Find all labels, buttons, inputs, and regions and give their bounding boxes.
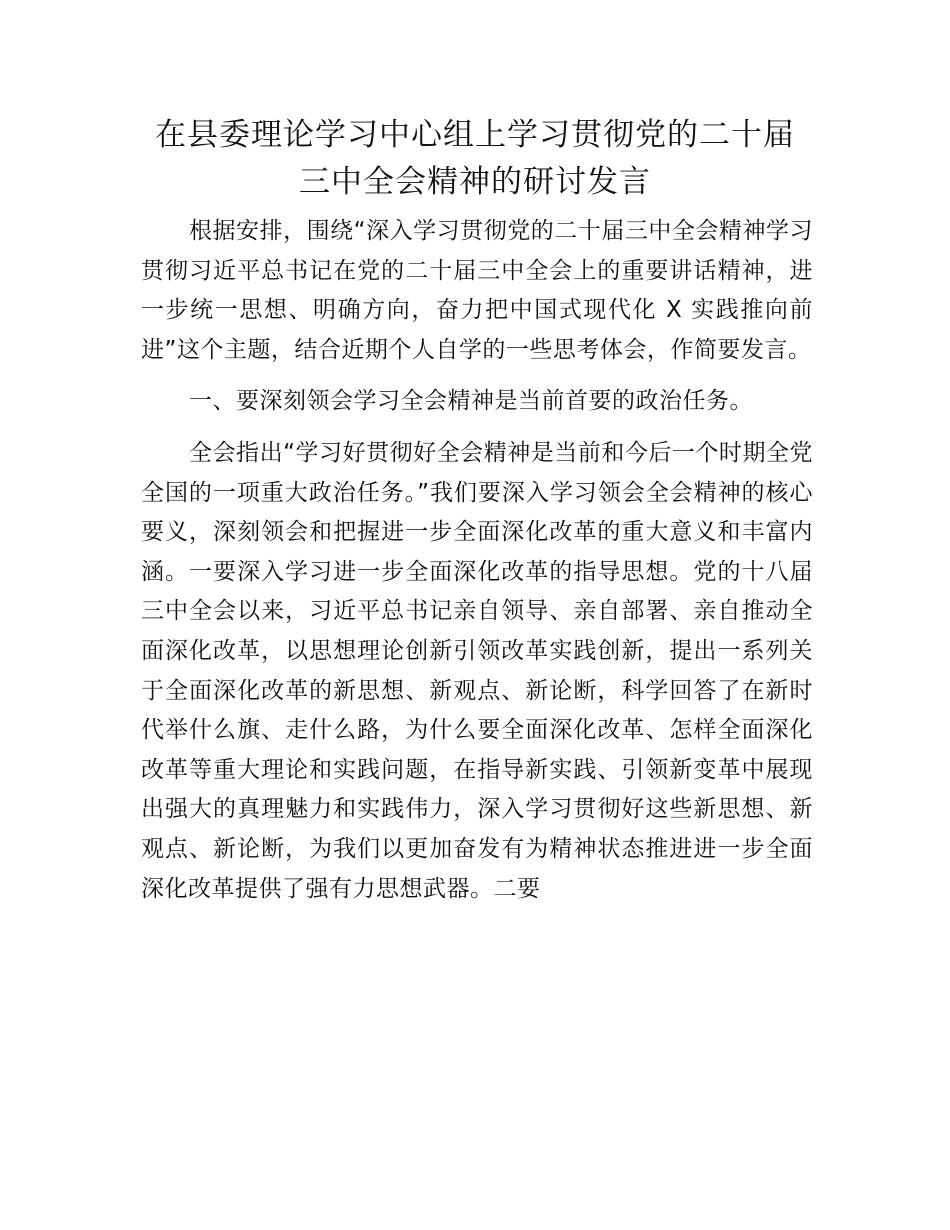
title-line-2: 三中全会精神的研讨发言 — [299, 164, 651, 200]
paragraph-section-body: 全会指出“学习好贯彻好全会精神是当前和今后一个时期全党全国的一项重大政治任务。”我们要深入学习领会全会精神的核心要义，深刻领会和把握进一步全面深化改革的重大意义和丰富内涵。一要深入学习进一步全面深化改革的指导思想。党的十八届三中全会以来，习近平总书记亲自领导、亲自部署、亲自推动全面深化改革，以思想理论创新引领改革实践创新，提出一系列关于全面深化改革的新思想、新观点、新论断，科学回答了在新时代举什么旗、走什么路，为什么要全面深化改革、怎样全面深化改革等重大理论和实践问题，在指导新实践、引领新变革中展现出强大的真理魅力和实践伟力，深入学习贯彻好这些新思想、新观点、新论断，为我们以更加奋发有为精神状态推进进一步全面深化改革提供了强有力思想武器。二要 — [141, 439, 813, 902]
paragraph-intro: 根据安排，围绕“深入学习贯彻党的二十届三中全会精神学习贯彻习近平总书记在党的二十届三中全会上的重要讲话精神，进一步统一思想、明确方向，奋力把中国式现代化 X 实践推向前进”这个主题，结合近期个人自学的一些思考体会，作简要发言。 — [141, 218, 813, 363]
title-line-1: 在县委理论学习中心组上学习贯彻党的二十届 — [155, 117, 795, 153]
document-title — [100, 112, 850, 206]
paragraph-section-heading: 一、要深刻领会学习全会精神是当前首要的政治任务。 — [189, 388, 753, 415]
document-body — [141, 212, 813, 921]
